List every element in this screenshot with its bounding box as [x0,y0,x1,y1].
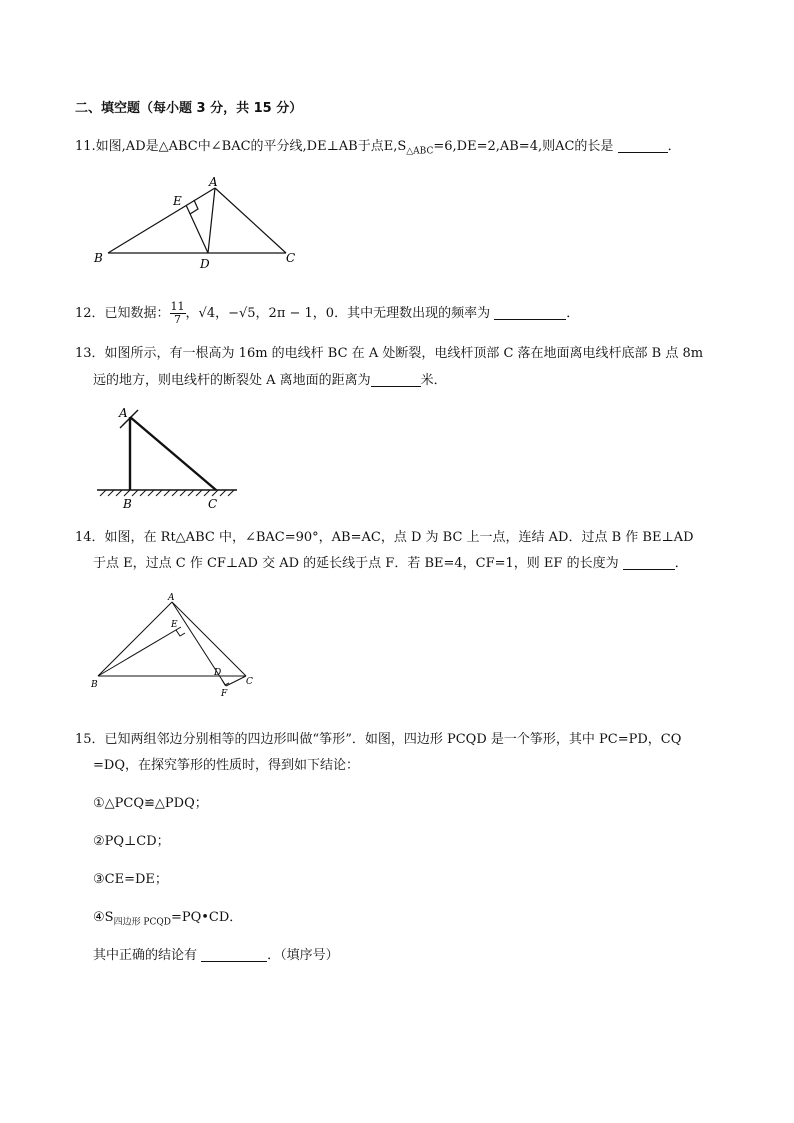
figure-13 [92,404,242,512]
answer-blank-12[interactable] [494,305,566,320]
fig14-label-e: E [171,620,178,630]
fig11-label-b: B [94,251,103,265]
q13-line2 [93,372,447,390]
answer-blank-11[interactable] [618,138,668,153]
q15-c4-b: =PQ•CD． [170,910,243,925]
q11-text-a: 11.如图,AD是△ABC中∠BAC的平分线,DE⊥AB于点E,S [75,139,407,154]
q15-ask-b: ．（填序号） [267,948,339,963]
fig14-label-c: C [246,677,253,687]
figure-14 [88,592,258,696]
q15-c4-sub: 四边形 PCQD [113,917,171,928]
q15-c4-a: ④S [93,910,114,925]
q12-frac-den: 7 [174,313,182,326]
figure-11 [88,174,308,270]
fig14-label-a: A [168,593,175,603]
q15-conclusion-2: ②PQ⊥CD； [93,834,170,849]
fig11-label-e: E [173,194,182,208]
q15-conclusion-1: ①△PCQ≌△PDQ； [93,796,208,811]
fig11-label-c: C [286,251,296,265]
q14-line2-b: ． [674,556,688,571]
fig14-label-f: F [221,689,228,696]
q15-conclusion-4 [93,909,242,932]
fig14-label-d: D [214,668,222,678]
q14-line2-a: 于点 E，过点 C 作 CF⊥AD 交 AD 的延长线于点 F．若 BE=4，CF=1，则 EF 的长度为 [93,556,619,571]
q12-prefix: 12．已知数据： [75,306,170,321]
question-11 [75,138,681,161]
q14-line1: 14．如图，在 Rt△ABC 中，∠BAC=90°，AB=AC，点 D 为 BC 上一点，连结 AD．过点 B 作 BE⊥AD [75,530,694,545]
q11-sub: △ABC [406,146,434,157]
question-12 [75,301,579,326]
fig13-label-b: B [123,497,132,511]
q13-line1: 13．如图所示，有一根高为 16m 的电线杆 BC 在 A 处断裂，电线杆顶部 C 落在地面离电线杆底部 B 点 8m [75,346,704,361]
fig11-label-a: A [209,175,218,189]
q11-end: ． [667,139,681,154]
q15-line1: 15．已知两组邻边分别相等的四边形叫做“筝形”．如图，四边形 PCQD 是一个筝形，其中 PC=PD，CQ [75,732,682,747]
q13-line2-b: 米． [420,373,447,388]
answer-blank-13[interactable] [371,372,421,387]
q15-conclusion-3: ③CE=DE； [93,872,168,887]
fig14-label-b: B [91,680,98,690]
fig13-label-a: A [119,406,128,420]
fig11-label-d: D [200,257,210,270]
answer-blank-15[interactable] [201,947,267,962]
q12-end: ． [566,306,580,321]
q15-line2: =DQ，在探究筝形的性质时，得到如下结论： [93,758,359,773]
q12-items: ，√4，−√5，2π − 1，0．其中无理数出现的频率为 [185,306,491,321]
q15-ask [93,947,339,965]
q15-ask-a: 其中正确的结论有 [93,948,198,963]
q14-line2 [93,555,688,573]
section-title: 二、填空题（每小题 3 分，共 15 分） [75,101,303,116]
answer-blank-14[interactable] [623,555,675,570]
fig13-label-c: C [208,497,218,511]
q11-text-b: =6,DE=2,AB=4,则AC的长是 [433,139,614,154]
q12-frac-num: 11 [170,300,185,313]
q13-line2-a: 远的地方，则电线杆的断裂处 A 离地面的距离为 [93,373,371,388]
q12-fraction [170,301,186,326]
